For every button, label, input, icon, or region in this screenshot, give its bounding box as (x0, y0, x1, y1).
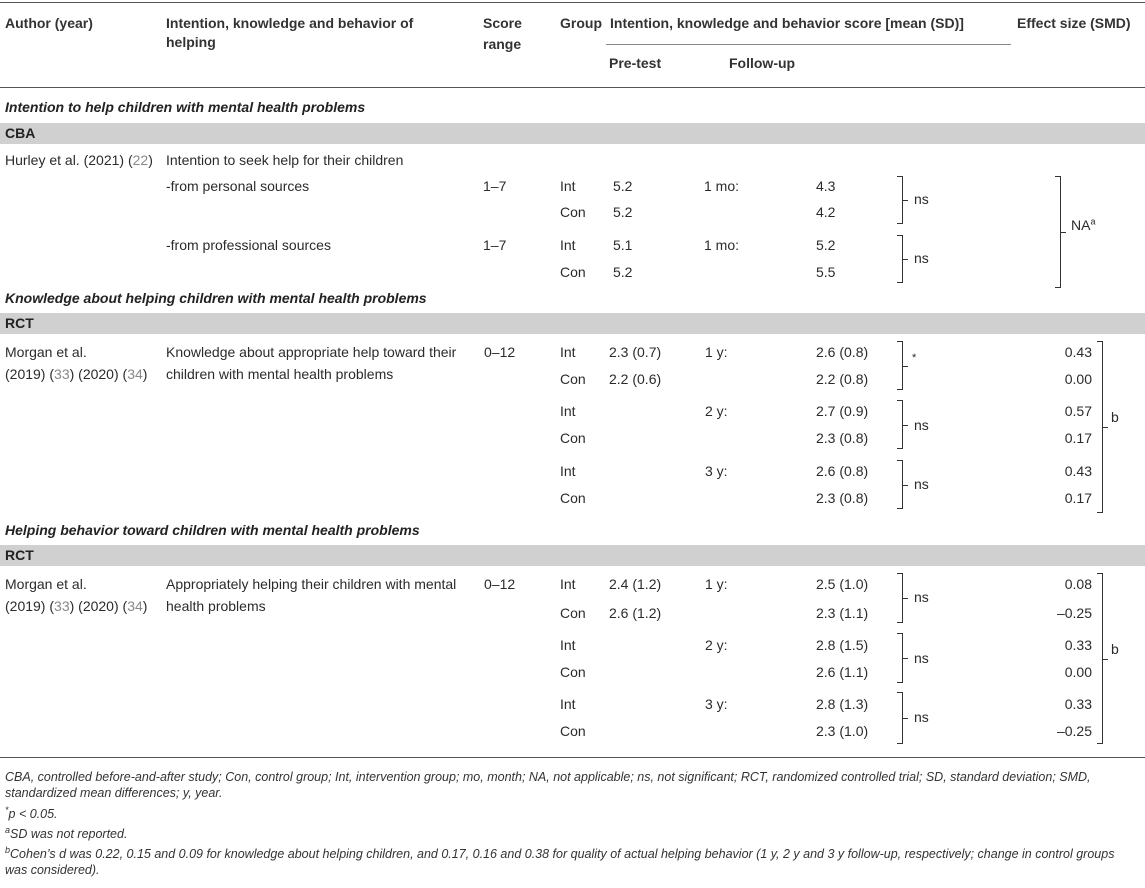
pretest-value: 5.2 (613, 178, 633, 194)
effect-value: 0.43 (1064, 344, 1092, 360)
effect-value: 0.43 (1064, 463, 1092, 479)
header-group: Group (560, 15, 602, 31)
followup-time: 2 y: (705, 403, 728, 419)
hurley-outcome: Intention to seek help for their children (166, 152, 404, 168)
effect-value: 0.33 (1064, 637, 1092, 653)
footnote-abbreviations: CBA, controlled before-and-after study; Con, control group; Int, intervention group; mo, month; NA, not applicable; ns, not significant; RCT, randomized controlled trial; SD, standard deviation; SMD, standardized mean differences; y, year. (5, 770, 1091, 800)
header-bottom-rule (0, 87, 1145, 88)
group-con: Con (560, 723, 586, 739)
followup-value: 2.8 (1.3) (816, 696, 869, 712)
followup-value: 2.6 (1.1) (816, 664, 869, 680)
personal-range: 1–7 (483, 178, 507, 194)
effect-value: 0.00 (1064, 371, 1092, 387)
group-con: Con (560, 264, 586, 280)
header-sub-rule (606, 44, 1011, 45)
header-pretest: Pre-test (609, 55, 662, 71)
effect-value: 0.00 (1064, 664, 1092, 680)
ref-link[interactable]: 33 (54, 366, 70, 382)
followup-time: 1 mo: (704, 237, 740, 253)
followup-value: 5.2 (816, 237, 836, 253)
ref-link[interactable]: 22 (132, 152, 149, 168)
design-band-rct (0, 545, 1145, 566)
pretest-value: 2.4 (1.2) (609, 576, 662, 592)
group-int: Int (560, 637, 576, 653)
significance-bracket (897, 573, 903, 623)
pretest-value: 2.3 (0.7) (609, 344, 662, 360)
group-int: Int (560, 344, 576, 360)
pretest-value: 5.1 (613, 237, 633, 253)
professional-label: -from professional sources (166, 237, 331, 253)
effect-value: 0.08 (1064, 576, 1092, 592)
hurley-author: Hurley et al. (2021) (22) (5, 152, 153, 168)
group-con: Con (560, 371, 586, 387)
morgan-author-line2: (2019) (33) (2020) (34) (5, 598, 148, 614)
followup-value: 2.6 (0.8) (816, 463, 869, 479)
group-int: Int (560, 576, 576, 592)
design-label: RCT (5, 315, 34, 331)
header-score-line1: Score (483, 15, 522, 31)
footnote-star: *p < 0.05. (5, 804, 58, 821)
followup-value: 2.3 (0.8) (816, 430, 869, 446)
followup-time: 1 y: (705, 576, 728, 592)
knowledge-outcome-line1: Knowledge about appropriate help toward their (166, 344, 457, 360)
significance-ns: ns (914, 250, 929, 266)
significance-bracket (897, 400, 903, 449)
professional-range: 1–7 (483, 237, 507, 253)
effect-bracket (1097, 341, 1103, 513)
group-con: Con (560, 605, 586, 621)
significance-ns: ns (914, 589, 929, 605)
followup-time: 2 y: (705, 637, 728, 653)
followup-time: 3 y: (705, 696, 728, 712)
table-top-rule (0, 2, 1145, 3)
effect-value: –0.25 (1056, 605, 1092, 621)
effect-value: 0.57 (1064, 403, 1092, 419)
followup-value: 2.6 (0.8) (816, 344, 869, 360)
header-scores: Intention, knowledge and behavior score [mean (SD)] (610, 15, 964, 31)
pretest-value: 5.2 (613, 204, 633, 220)
design-label: RCT (5, 547, 34, 563)
significance-ns: ns (914, 476, 929, 492)
behavior-range: 0–12 (484, 576, 516, 592)
footnote-marker: a (5, 824, 11, 835)
group-int: Int (560, 696, 576, 712)
pretest-value: 2.2 (0.6) (609, 371, 662, 387)
significance-bracket (897, 692, 903, 744)
followup-value: 2.7 (0.9) (816, 403, 869, 419)
header-score-line2: range (483, 36, 522, 52)
group-int: Int (560, 463, 576, 479)
morgan-author-line2: (2019) (33) (2020) (34) (5, 366, 148, 382)
effect-value: 0.17 (1064, 430, 1092, 446)
followup-time: 1 y: (705, 344, 728, 360)
effect-bracket (1055, 176, 1061, 288)
significance-bracket (897, 235, 903, 283)
footnote-a: $^a$SD was not reported. (5, 824, 128, 841)
effect-bracket (1097, 573, 1103, 744)
significance-ns: ns (914, 191, 929, 207)
effect-note-b: b (1111, 409, 1119, 425)
header-followup: Follow-up (729, 55, 796, 71)
followup-value: 2.3 (1.1) (816, 605, 869, 621)
significance-bracket (897, 633, 903, 683)
group-con: Con (560, 664, 586, 680)
significance-ns: ns (914, 417, 929, 433)
footnote-marker: * (5, 804, 9, 815)
effect-na-text: NA (1071, 217, 1091, 233)
footnote-b: $^b$Cohen’s d was 0.22, 0.15 and 0.09 for knowledge about helping children, and 0.17, 0.16 and 0.38 for quality of actual helping behavior (1 y, 2 y and 3 y follow-up, respectively; change in control groups was considered). (5, 844, 1115, 877)
followup-time: 3 y: (705, 463, 728, 479)
header-effect-size: Effect size (SMD) (1017, 15, 1131, 31)
followup-value: 2.8 (1.5) (816, 637, 869, 653)
effect-value: 0.33 (1064, 696, 1092, 712)
group-con: Con (560, 490, 586, 506)
followup-value: 2.5 (1.0) (816, 576, 869, 592)
significance-star: * (912, 352, 917, 364)
followup-value: 2.3 (1.0) (816, 723, 869, 739)
table-bottom-rule (0, 757, 1145, 758)
design-band-rct (0, 313, 1145, 334)
design-band-cba (0, 123, 1145, 144)
followup-time: 1 mo: (704, 178, 740, 194)
behavior-outcome-line1: Appropriately helping their children with mental (166, 576, 457, 592)
knowledge-range: 0–12 (484, 344, 516, 360)
section-knowledge-title: Knowledge about helping children with mental health problems (5, 290, 427, 306)
behavior-outcome-line2: health problems (166, 598, 266, 614)
followup-value: 2.3 (0.8) (816, 490, 869, 506)
followup-value: 4.2 (816, 204, 836, 220)
author-text: Hurley et al. (2021) (5, 152, 125, 168)
pretest-value: 5.2 (613, 264, 633, 280)
section-intention-title: Intention to help children with mental health problems (5, 99, 366, 115)
effect-note-b: b (1111, 641, 1119, 657)
header-intention-line1: Intention, knowledge and behavior of (166, 15, 414, 31)
effect-value: –0.25 (1056, 723, 1092, 739)
significance-bracket (897, 341, 903, 390)
header-intention-line2: helping (166, 34, 216, 50)
group-int: Int (560, 403, 576, 419)
significance-bracket (897, 176, 903, 224)
morgan-author-line1: Morgan et al. (5, 576, 87, 592)
ref-link[interactable]: 34 (127, 366, 143, 382)
footnote-marker: b (5, 844, 11, 855)
pretest-value: 2.6 (1.2) (609, 605, 662, 621)
significance-bracket (897, 460, 903, 509)
design-label: CBA (5, 125, 36, 141)
effect-na (1071, 217, 1095, 234)
followup-value: 5.5 (816, 264, 836, 280)
followup-value: 4.3 (816, 178, 836, 194)
group-con: Con (560, 430, 586, 446)
significance-ns: ns (914, 709, 929, 725)
personal-label: -from personal sources (166, 178, 310, 194)
effect-value: 0.17 (1064, 490, 1092, 506)
section-behavior-title: Helping behavior toward children with mental health problems (5, 522, 420, 538)
morgan-author-line1: Morgan et al. (5, 344, 87, 360)
footnote-marker: a (1090, 216, 1096, 227)
group-con: Con (560, 204, 586, 220)
followup-value: 2.2 (0.8) (816, 371, 869, 387)
ref-link[interactable]: 33 (54, 598, 70, 614)
knowledge-outcome-line2: children with mental health problems (166, 366, 394, 382)
group-int: Int (560, 237, 576, 253)
significance-ns: ns (914, 650, 929, 666)
header-author: Author (year) (5, 15, 93, 31)
group-int: Int (560, 178, 576, 194)
ref-link[interactable]: 34 (127, 598, 143, 614)
